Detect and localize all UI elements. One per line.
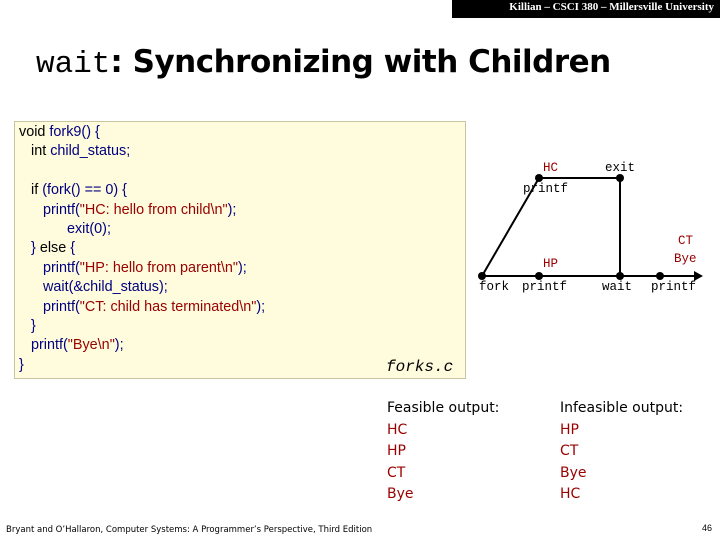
feasible-line: HC bbox=[387, 421, 408, 438]
exit-node bbox=[616, 174, 624, 182]
course-header: Killian – CSCI 380 – Millersville University bbox=[509, 1, 714, 13]
fork-node bbox=[478, 272, 486, 280]
hp-label: HP bbox=[543, 257, 559, 271]
page-number: 46 bbox=[701, 523, 712, 533]
title-text: : Synchronizing with Children bbox=[110, 44, 611, 80]
feasible-line: HP bbox=[387, 443, 406, 459]
slide-title bbox=[36, 44, 611, 82]
feasible-line: CT bbox=[387, 464, 406, 481]
child-printf-label: printf bbox=[523, 182, 569, 196]
infeasible-line: HC bbox=[560, 486, 581, 502]
code-line: if (fork() == 0) { bbox=[31, 182, 127, 199]
code-line: printf("HC: hello from child\n"); bbox=[19, 201, 237, 218]
code-line: printf("CT: child has terminated\n"); bbox=[19, 298, 266, 315]
citation-footer: Bryant and O’Hallaron, Computer Systems: A Programmer’s Perspective, Third Edition bbox=[6, 525, 373, 535]
hp-node bbox=[535, 272, 543, 280]
code-line: int child_status; bbox=[31, 143, 131, 160]
code-line: printf("HP: hello from parent\n"); bbox=[19, 259, 247, 276]
filename-label: forks.c bbox=[386, 358, 454, 376]
infeasible-line: Bye bbox=[560, 464, 587, 481]
process-graph bbox=[470, 150, 720, 300]
wait-label: wait bbox=[602, 280, 633, 294]
feasible-heading: Feasible output: bbox=[387, 400, 500, 416]
ct-node bbox=[656, 272, 664, 280]
code-listing bbox=[19, 123, 265, 375]
code-line: printf("Bye\n"); bbox=[19, 337, 124, 354]
exit-label: exit bbox=[605, 161, 636, 175]
ct-label: CT bbox=[678, 234, 694, 248]
hc-node bbox=[535, 174, 543, 182]
wait-node bbox=[616, 272, 624, 280]
infeasible-output bbox=[560, 398, 683, 506]
title-code: wait bbox=[36, 47, 111, 82]
code-line: exit(0); bbox=[19, 221, 111, 238]
code-line: } bbox=[19, 318, 36, 335]
feasible-output bbox=[387, 398, 499, 506]
code-line: } bbox=[19, 356, 24, 373]
after-printf-label: printf bbox=[651, 280, 697, 294]
feasible-line: Bye bbox=[387, 486, 414, 502]
header-bar bbox=[452, 0, 720, 18]
infeasible-line: CT bbox=[560, 443, 579, 459]
bye-label: Bye bbox=[674, 252, 697, 266]
fork-label: fork bbox=[479, 280, 510, 294]
parent-printf-label: printf bbox=[522, 280, 568, 294]
code-line: void fork9() { bbox=[19, 124, 100, 140]
code-line: wait(&child_status); bbox=[19, 279, 168, 296]
infeasible-line: HP bbox=[560, 421, 579, 438]
code-line: } else { bbox=[19, 240, 76, 257]
infeasible-heading: Infeasible output: bbox=[560, 400, 684, 416]
hc-label: HC bbox=[543, 161, 559, 175]
code-box bbox=[14, 121, 466, 379]
